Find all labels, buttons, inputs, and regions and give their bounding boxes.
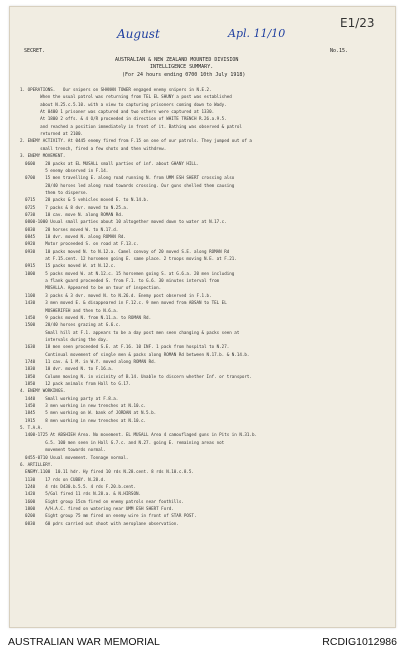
summary-line: intervals during the day. [20, 336, 109, 342]
summary-line: 1800 A/H.A.C. fired on watering near UMM ESH SHERT Ford. [20, 505, 174, 511]
summary-line: movement towards normal. [20, 447, 106, 453]
summary-line: 1500 20/40 horses grazing at G.6.c. [20, 322, 121, 328]
summary-line: 5. T.A.A. [20, 425, 43, 431]
summary-line: 20/40 horses led along road towards crossing. Our guns shelled them causing [20, 182, 235, 188]
summary-line: 0700 15 men travelling E. along road running N. from UMM ESH SHERT crossing also [20, 175, 235, 181]
doc-title-2: INTELLIGENCE SUMMARY. [150, 64, 214, 70]
document-page [9, 6, 396, 628]
summary-line: ENEMY.1100 10.11 hdr. Hy fired 10 rds N.28.cent. 8 rds N.10.c.8.5. [20, 469, 194, 475]
summary-line: 0725 7 packs & 8 dvr. moved to N.25.a. [20, 204, 129, 210]
summary-line: MUSHERIFEH and then to N.6.a. [20, 307, 119, 313]
summary-line: 1440 Small working party at F.8.a. [20, 395, 119, 401]
summary-line: 0455-0710 Usual movement. Tonnage normal. [20, 454, 129, 460]
summary-line: Continual movement of single men & packs along ROMAN Rd between N.17.b. & N.14.b. [20, 351, 250, 357]
summary-line: 0845 10 dvr. moved N. along ROMAN Rd. [20, 234, 126, 239]
summary-line: 6. ARTILLERY. [20, 461, 53, 467]
summary-line: 1830 10 dvr. moved N. to F.16.a. [20, 366, 114, 372]
summary-line: Small hill at F.1. appears to be a day post men seen changing & packs seen at [20, 329, 240, 335]
handwritten-annotation-right: Apl. 11/10 [228, 27, 286, 40]
footer-record-id: RCDIG1012986 [322, 636, 397, 648]
summary-line: 1450 9 packs moved N. from N.11.a. to ROMAN Rd. [20, 314, 152, 320]
handwritten-annotation-left: August [117, 27, 160, 41]
summary-line: 1600 Eight group 15cm fired on enemy patrols near foothills. [20, 498, 184, 504]
summary-line: 1400-1725 At ABSHIEH Area. No movement. EL MUSALL Area 4 camouflaged guns in Pits in N.31.b. [20, 432, 257, 438]
summary-line: small trench, fired a few shots and then withdrew. [20, 145, 167, 151]
summary-line: 0200 Eight group 75 mm fired on enemy wire in front of STAR POST. [20, 513, 197, 519]
doc-title-1: AUSTRALIAN & NEW ZEALAND MOUNTED DIVISION [115, 57, 239, 63]
summary-line: 3. ENEMY MOVEMENT. [20, 153, 66, 159]
summary-line: At 1800 2 offs. & 4 O/R proceeded in direction of WHITE TRENCH R.26.a.9.5. [20, 116, 227, 122]
summary-line: 0920 Motor proceeded S. on road at F.13.c. [20, 241, 139, 247]
summary-line: 0715 20 packs & 5 vehicles moved E. to N.14.b. [20, 197, 149, 203]
summary-line: 0730 10 cav. move N. along ROMAN Rd. [20, 211, 124, 217]
summary-number: No.15. [330, 48, 349, 54]
summary-line: 1740 11 cav. & 1 M. in W.Y. moved along ROMAN Rd. [20, 358, 157, 364]
summary-line: 1. OPERATIONS. Our snipers on SHANAN TOWER engaged enemy snipers in N.E.2. [20, 87, 212, 92]
summary-line: 0830 20 horses moved W. to N.17.d. [20, 226, 119, 232]
summary-line: 1420 5/Gal fired 11 rds N.28.a. & N.HIRSON. [20, 491, 142, 497]
summary-line: 0600 20 packs at EL MUSALL small parties of inf. about GHANY HILL. [20, 160, 199, 166]
summary-line: 1850 Column moving N. in vicinity of B.14. Unable to discern whether Inf. or transport. [20, 373, 252, 379]
summary-line: 5 enemy observed in F.14. [20, 167, 109, 173]
summary-line: 1240 4 rds D430.b.5.5. 4 rds F.20.b.cent. [20, 483, 136, 489]
summary-line: 0830 60 pdrs carried out shoot with aeroplane observation. [20, 520, 179, 526]
summary-line: them to disperse. [20, 189, 89, 195]
summary-line: 1630 18 men seen proceeded S.E. at F.16. 10 INF. 1 pack from hospital to N.27. [20, 344, 230, 350]
summary-line: at F.15.cent. 12 horsemen going E. same place. 2 troops moving N.E. at F.21. [20, 256, 237, 262]
summary-line: 1915 8 men working in new trenches at N.10.c. [20, 417, 147, 423]
summary-line: MUSALLA. Appeared to be on tour of inspection. [20, 285, 162, 291]
summary-line: 1130 17 rds on CUBBY. N.28.d. [20, 476, 106, 482]
summary-line: When the usual patrol was returning from TEL EL SHUNY a post was established [20, 94, 232, 100]
summary-line: At 0400 1 prisoner was captured and two others were captured at 1330. [20, 109, 215, 115]
summary-line: and reached a position immediately in front of it. Bathing was observed & patrol [20, 123, 242, 129]
summary-line: 0930 10 packs moved N. to N.12.a. Camel convoy of 20 moved S.E. along ROMAN Rd [20, 248, 230, 254]
summary-line: G.5. 100 men seen in Hall G.7.c. and N.27. going E. remaining areas not [20, 439, 225, 445]
summary-line: 4. ENEMY WORKINGS. [20, 388, 66, 394]
summary-line: returned at 2100. [20, 131, 84, 137]
doc-title-3: (For 24 hours ending 0700 10th July 1918) [122, 72, 246, 78]
summary-line: 2. ENEMY ACTIVITY. At 0445 enemy fired from F.15 on one of our patrols. They jumped out of a [20, 138, 252, 144]
summary-line: 1100 3 packs & 3 dvr. moved N. to N.26.d. Enemy post observed in F.1.b. [20, 292, 212, 298]
summary-line: 1845 5 men working on W. bank of JORDAN at N.5.b. [20, 410, 157, 416]
summary-line: 1430 3 men moved E. & disappeared in F.12.c. 9 men moved from ABSAN to TEL EL [20, 300, 227, 306]
summary-line: 1000 5 packs moved W. at N.12.c. 15 horsemen going S. at G.6.a. 20 men including [20, 270, 235, 276]
footer-archive-name: AUSTRALIAN WAR MEMORIAL [8, 636, 160, 648]
summary-line: 0915 15 packs moved W. at N.12.c. [20, 263, 116, 269]
summary-line: about N.25.c.5.10. with a view to capturing prisoners coming down to Wady. [20, 101, 227, 107]
reference-number: E1/23 [340, 16, 375, 30]
summary-line: 1450 3 men working in new trenches at N.10.c. [20, 403, 147, 409]
secret-label: SECRET. [24, 48, 46, 54]
summary-line: 1850 12 pack animals from Hall to G.17. [20, 381, 131, 386]
summary-line: 0800-1000 Usual small parties about 10 altogether moved down to water at N.17.c. [20, 219, 227, 225]
summary-line: a flank guard proceeded S. from F.1. to G.6. 30 minutes interval from [20, 278, 220, 284]
